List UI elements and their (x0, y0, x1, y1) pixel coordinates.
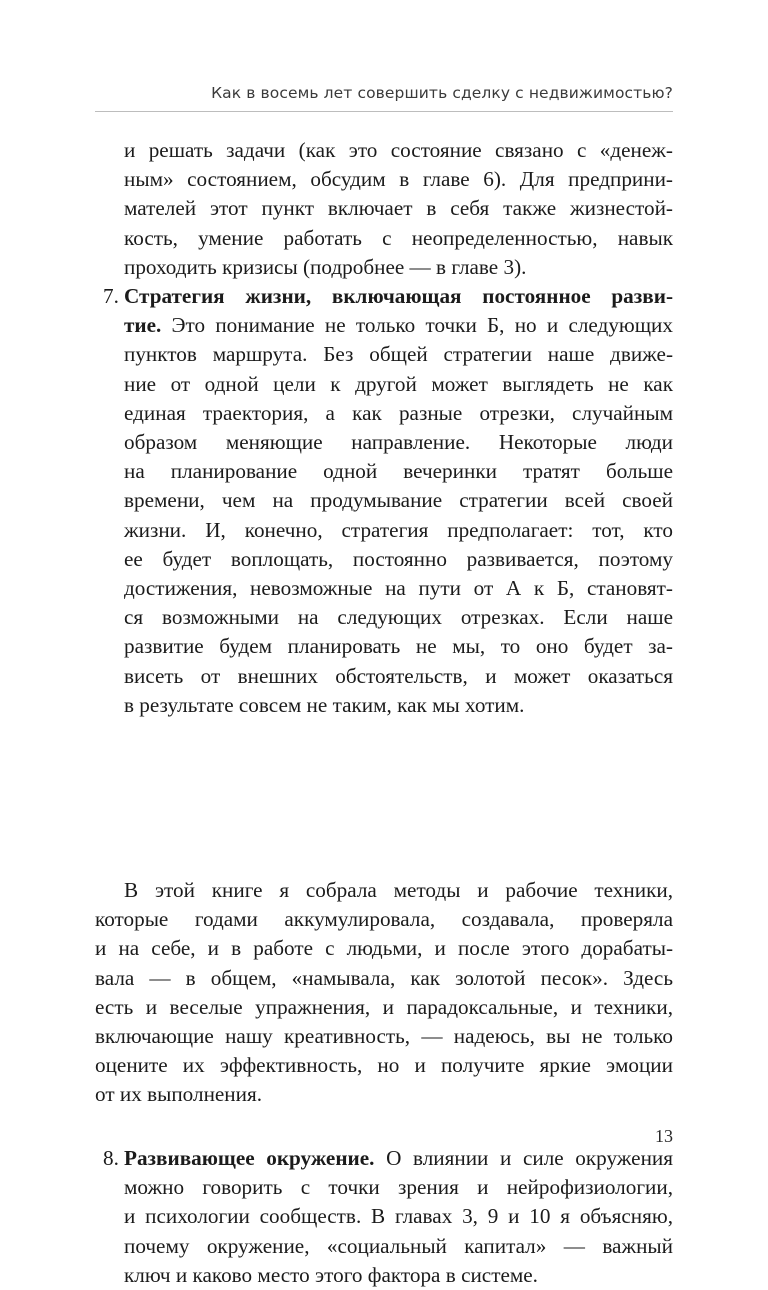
list-item-7 (95, 282, 673, 720)
text-line: есть и веселые упражнения, и парадоксальные, и техники, (95, 994, 673, 1019)
text-line: кость, умение работать с неопределенностью, навык (124, 225, 673, 250)
header-divider (95, 111, 673, 112)
text-line: ным» состоянием, обсудим в главе 6). Для предприни- (124, 167, 673, 192)
text-line: и решать задачи (как это состояние связано с «денеж- (124, 138, 673, 162)
text-line: пунктов маршрута. Без общей стратегии наше движе- (124, 342, 673, 367)
text-line: мателей этот пункт включает в себя также жизнестой- (124, 196, 673, 221)
running-header: Как в восемь лет совершить сделку с недвижимостью? (211, 84, 673, 102)
text-line: ся возможными на следующих отрезках. Если наше (124, 605, 673, 630)
text-line: образом меняющие направление. Некоторые люди (124, 430, 673, 455)
text-fragment: О влиянии и силе окружения (374, 1146, 673, 1171)
text-line: вала — в общем, «намывала, как золотой песок». Здесь (95, 965, 673, 990)
text-fragment: Это понимание не только точки Б, но и следующих (161, 313, 673, 338)
list-number: 8. (103, 1146, 119, 1171)
text-line: которые годами аккумулировала, создавала, проверяла (95, 907, 673, 932)
item-heading-tail: тие. (124, 313, 162, 338)
text-line: на планирование одной вечеринки тратят больше (124, 459, 673, 484)
text-line: и на себе, и в работе с людьми, и после этого дорабаты- (95, 936, 673, 961)
text-line: и психологии сообществ. В главах 3, 9 и 10 я объясняю, (124, 1204, 673, 1229)
text-line: в результате совсем не таким, как мы хотим. (124, 692, 525, 717)
text-line: включающие нашу креативность, — надеюсь, вы не только (95, 1024, 673, 1049)
item-heading: Стратегия жизни, включающая постоянное разви- (124, 284, 673, 308)
text-line (95, 1144, 673, 1173)
item-heading: Развивающее окружение. (124, 1146, 375, 1171)
text-line: ее будет воплощать, постоянно развивается, поэтому (124, 546, 673, 571)
text-line (95, 311, 673, 340)
text-line: можно говорить с точки зрения и нейрофизиологии, (124, 1175, 673, 1200)
text-line: почему окружение, «социальный капитал» — важный (124, 1233, 673, 1258)
closing-paragraph (95, 876, 673, 1110)
page-number: 13 (655, 1126, 673, 1146)
text-line: единая траектория, а как разные отрезки, случайным (124, 400, 673, 425)
continuation-text (95, 136, 673, 282)
text-line: времени, чем на продумывание стратегии всей своей (124, 488, 673, 513)
text-line: ключ и каково место этого фактора в системе. (124, 1262, 538, 1287)
text-line: достижения, невозможные на пути от А к Б, становят- (124, 576, 673, 601)
list-item-8 (95, 1144, 673, 1290)
list-number: 7. (103, 284, 119, 308)
text-line: жизни. И, конечно, стратегия предполагает: тот, кто (124, 517, 673, 542)
text-line: ние от одной цели к другой может выглядеть не как (124, 371, 673, 396)
text-line: проходить кризисы (подробнее — в главе 3). (124, 254, 527, 279)
text-line: оцените их эффективность, но и получите яркие эмоции (95, 1053, 673, 1078)
text-line: В этой книге я собрала методы и рабочие техники, (124, 878, 673, 902)
text-line: висеть от внешних обстоятельств, и может оказаться (124, 663, 673, 688)
text-line: развитие будем планировать не мы, то оно будет за- (124, 634, 673, 659)
text-line: от их выполнения. (95, 1082, 263, 1107)
